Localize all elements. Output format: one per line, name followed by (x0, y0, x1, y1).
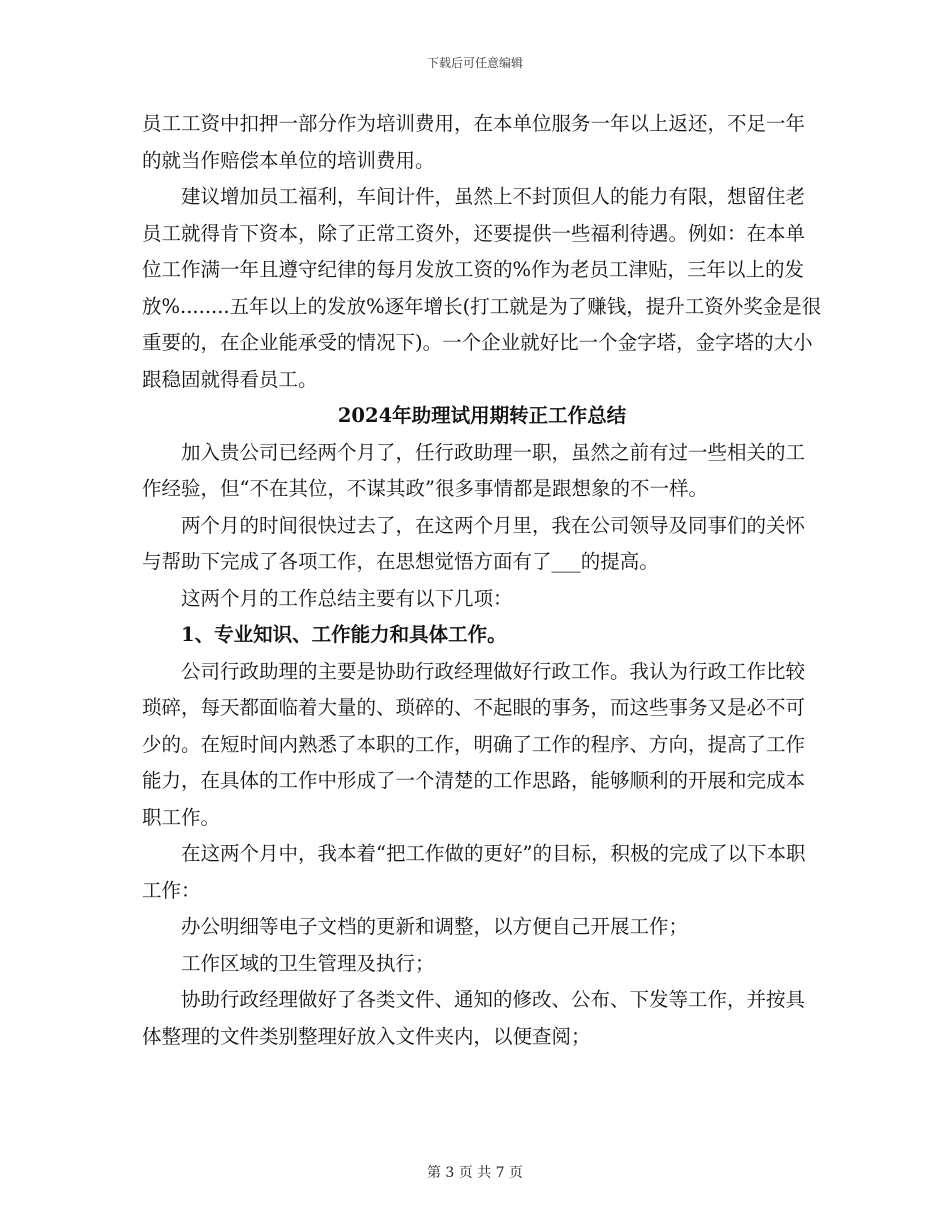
paragraph-8: 办公明细等电子文档的更新和调整，以方便自己开展工作； (181, 915, 689, 938)
paragraph-6: 公司行政助理的主要是协助行政经理做好行政工作。我认为行政工作比较琐碎，每天都面临着大量的、琐碎的、不起眼的事务，而这些事务又是必不可少的。在短时间内熟悉了本职的工作，明确了工作的程序、方向，提高了工作能力，在具体的工作中形成了一个清楚的工作思路，能够顺利的开展和完成本职工作。 (142, 659, 806, 829)
paragraph-4: 两个月的时间很快过去了，在这两个月里，我在公司领导及同事们的关怀与帮助下完成了各项工作，在思想觉悟方面有了___的提高。 (142, 513, 806, 573)
paragraph-1: 员工工资中扣押一部分作为培训费用，在本单位服务一年以上返还，不足一年的就当作赔偿本单位的培训费用。 (142, 112, 806, 172)
section-title: 2024年助理试用期转正工作总结 (337, 404, 627, 427)
paragraph-3: 加入贵公司已经两个月了，任行政助理一职，虽然之前有过一些相关的工作经验，但“不在其位，不谋其政”很多事情都是跟想象的不一样。 (142, 440, 806, 500)
page-footer-number: 第 3 页 共 7 页 (426, 1165, 524, 1181)
subheading-1: 1、专业知识、工作能力和具体工作。 (181, 623, 507, 646)
document-body (142, 106, 822, 1055)
paragraph-5: 这两个月的工作总结主要有以下几项： (181, 586, 513, 610)
page-header-note: 下载后可任意编辑 (426, 56, 523, 70)
paragraph-2: 建议增加员工福利，车间计件，虽然上不封顶但人的能力有限，想留住老员工就得肯下资本，除了正常工资外，还要提供一些福利待遇。例如：在本单位工作满一年且遵守纪律的每月发放工资的%作为老员工津贴，三年以上的发放%........五年以上的发放%逐年增长(打工就是为了赚钱，提升工资外奖金是很重要的，在企业能承受的情况下)。一个企业就好比一个金字塔，金字塔的大小跟稳固就得看员工。 (142, 185, 822, 391)
paragraph-9: 工作区域的卫生管理及执行； (181, 951, 435, 975)
paragraph-10: 协助行政经理做好了各类文件、通知的修改、公布、下发等工作，并按具体整理的文件类别整理好放入文件夹内，以便查阅； (142, 988, 806, 1048)
paragraph-7: 在这两个月中，我本着“把工作做的更好”的目标，积极的完成了以下本职工作： (142, 842, 806, 902)
